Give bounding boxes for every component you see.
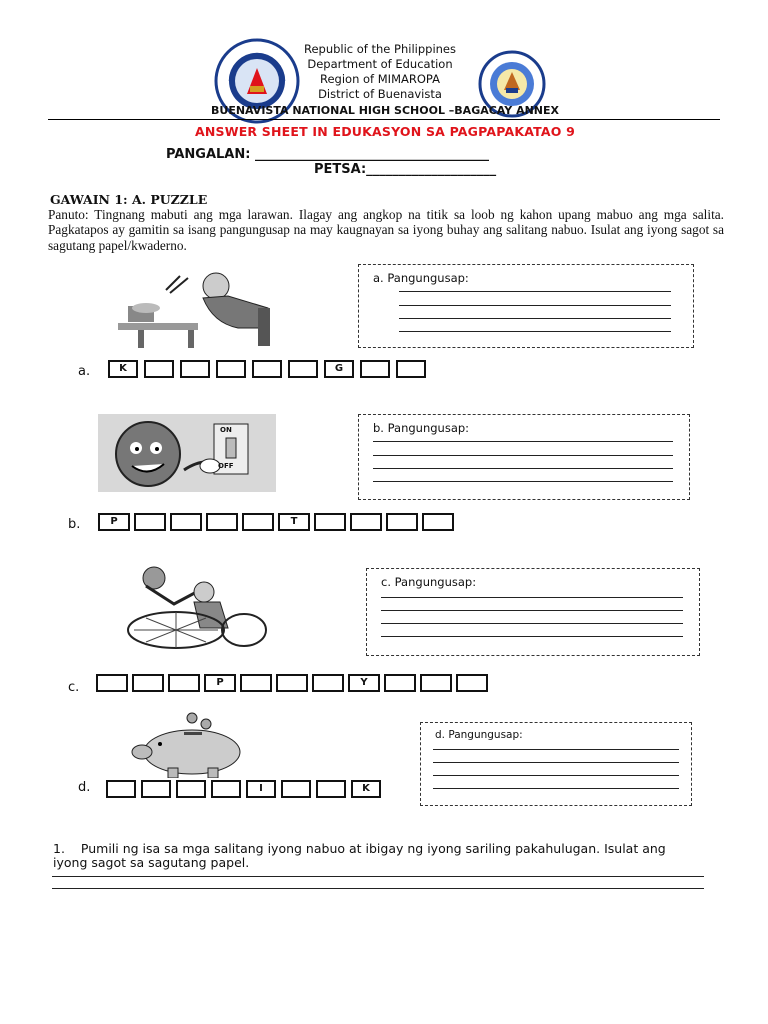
answer-line[interactable] [52, 876, 704, 877]
sentence-box-d[interactable] [420, 722, 692, 806]
puzzle-row-a [108, 360, 426, 378]
puzzle-cell[interactable]: Y [348, 674, 380, 692]
puzzle-cell[interactable] [106, 780, 136, 798]
header-divider [48, 119, 720, 120]
answer-line[interactable] [52, 888, 704, 889]
puzzle-cell[interactable]: K [351, 780, 381, 798]
puzzle-cell[interactable] [216, 360, 246, 378]
sentence-label-c: c. Pangungusap: [381, 575, 477, 589]
puzzle-cell[interactable] [456, 674, 488, 692]
page-title: ANSWER SHEET IN EDUKASYON SA PAGPAPAKATAO 9 [194, 124, 576, 139]
switch-on-label: ON [220, 426, 232, 434]
piggy-bank-illustration [112, 712, 272, 778]
puzzle-cell[interactable] [96, 674, 128, 692]
puzzle-cell[interactable]: P [98, 513, 130, 531]
puzzle-cell[interactable] [312, 674, 344, 692]
light-switch-illustration [98, 414, 276, 492]
question-number: 1. [53, 841, 65, 856]
item-letter-d: d. [78, 780, 91, 795]
puzzle-cell[interactable] [180, 360, 210, 378]
question-text: Pumili ng isa sa mga salitang iyong nabuo at ibigay ng iyong sariling pakahulugan. Isulat ang iyong sagot sa sagutang papel. [53, 841, 666, 870]
question-1 [53, 842, 673, 870]
puzzle-cell[interactable] [176, 780, 206, 798]
puzzle-cell[interactable]: P [204, 674, 236, 692]
sentence-box-c[interactable] [366, 568, 700, 656]
puzzle-cell[interactable] [206, 513, 238, 531]
header-district: District of Buenavista [318, 87, 442, 101]
student-studying-illustration [108, 268, 288, 350]
activity-instructions: Panuto: Tingnang mabuti ang mga larawan. Ilagay ang angkop na titik sa loob ng kahon upang mabuo ang mga salita. Pagkatapos ay gamitin sa isang pangungusap na may kaugnayan sa iyong buhay ang salitang nabuo. Isulat ang iyong sagot sa sagutang papel/kwaderno. [48, 207, 724, 253]
puzzle-cell[interactable] [288, 360, 318, 378]
puzzle-cell[interactable] [144, 360, 174, 378]
header-region: Region of MIMAROPA [320, 72, 440, 86]
sentence-box-a[interactable] [358, 264, 694, 348]
puzzle-cell[interactable]: G [324, 360, 354, 378]
item-letter-c: c. [68, 680, 80, 695]
puzzle-cell[interactable] [211, 780, 241, 798]
puzzle-cell[interactable]: I [246, 780, 276, 798]
puzzle-cell[interactable] [276, 674, 308, 692]
puzzle-cell[interactable] [384, 674, 416, 692]
header-address [270, 42, 490, 102]
sentence-label-a: a. Pangungusap: [373, 271, 469, 285]
pangalan-field[interactable]: PANGALAN: ____________________________________ [166, 147, 489, 162]
puzzle-cell[interactable] [314, 513, 346, 531]
sentence-label-b: b. Pangungusap: [373, 421, 470, 435]
puzzle-cell[interactable] [134, 513, 166, 531]
puzzle-cell[interactable] [168, 674, 200, 692]
puzzle-cell[interactable] [316, 780, 346, 798]
sentence-label-d: d. Pangungusap: [435, 729, 523, 741]
wheelchair-basketball-illustration [104, 566, 284, 654]
item-letter-a: a. [78, 364, 91, 379]
puzzle-cell[interactable]: K [108, 360, 138, 378]
puzzle-cell[interactable] [242, 513, 274, 531]
item-letter-b: b. [68, 517, 81, 532]
header-republic: Republic of the Philippines [303, 42, 457, 56]
puzzle-cell[interactable] [281, 780, 311, 798]
sentence-box-b[interactable] [358, 414, 690, 500]
puzzle-cell[interactable] [240, 674, 272, 692]
puzzle-cell[interactable] [396, 360, 426, 378]
puzzle-cell[interactable] [420, 674, 452, 692]
puzzle-row-b [98, 513, 454, 531]
puzzle-cell[interactable] [386, 513, 418, 531]
puzzle-row-d [106, 780, 381, 798]
puzzle-cell[interactable] [350, 513, 382, 531]
puzzle-row-c [96, 674, 488, 692]
school-name: BUENAVISTA NATIONAL HIGH SCHOOL –BAGACAY ANNEX [211, 104, 559, 117]
puzzle-cell[interactable] [170, 513, 202, 531]
puzzle-cell[interactable] [360, 360, 390, 378]
activity-heading: GAWAIN 1: A. PUZZLE [50, 192, 208, 207]
puzzle-cell[interactable] [132, 674, 164, 692]
puzzle-cell[interactable] [252, 360, 282, 378]
petsa-field[interactable]: PETSA:____________________ [314, 162, 497, 177]
header-department: Department of Education [307, 57, 453, 71]
puzzle-cell[interactable] [422, 513, 454, 531]
puzzle-cell[interactable]: T [278, 513, 310, 531]
switch-off-label: OFF [218, 462, 234, 470]
puzzle-cell[interactable] [141, 780, 171, 798]
